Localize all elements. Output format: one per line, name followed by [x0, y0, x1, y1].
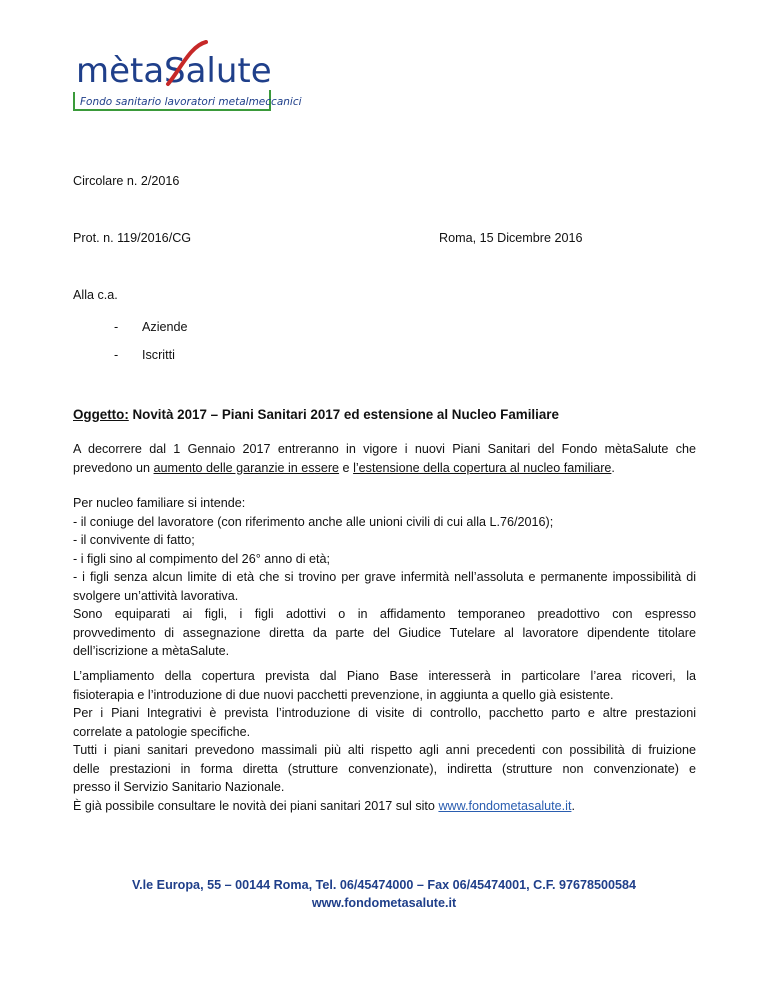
- paragraph-line: svolgere un’attività lavorativa.: [73, 588, 239, 603]
- text-run: prevedono un: [73, 460, 154, 475]
- paragraph-line: - il coniuge del lavoratore (con riferimento anche alle unioni civili di cui alla L.76/2016);: [73, 514, 554, 529]
- paragraph-line: dell’iscrizione a mètaSalute.: [73, 644, 230, 658]
- text-run: È già possibile consultare le novità dei piani sanitari 2017 sul sito: [73, 798, 439, 813]
- underlined-text: l’estensione della copertura al nucleo familiare: [353, 460, 612, 475]
- paragraph-line: Per i Piani Integrativi è prevista l’introduzione di visite di controllo, pacchetto parto e altre prestazioni: [73, 706, 696, 720]
- footer: [0, 876, 768, 912]
- protocol-number: Prot. n. 119/2016/CG: [73, 231, 192, 245]
- text-run: e: [339, 460, 354, 475]
- footer-website: www.fondometasalute.it: [311, 896, 457, 910]
- subject-label: Oggetto:: [73, 407, 129, 422]
- underlined-text: aumento delle garanzie in essere: [153, 460, 340, 475]
- place-date: Roma, 15 Dicembre 2016: [439, 231, 583, 245]
- paragraph-line: Per nucleo familiare si intende:: [73, 496, 246, 510]
- paragraph-line: fisioterapia e l’introduzione di due nuovi pacchetti prevenzione, in aggiunta a quello già esistente.: [73, 687, 614, 702]
- footer-address: V.le Europa, 55 – 00144 Roma, Tel. 06/45474000 – Fax 06/45474001, C.F. 97678500584: [131, 878, 637, 892]
- paragraph-line: presso il Servizio Sanitario Nazionale.: [73, 780, 285, 794]
- paragraph-line: - i figli sino al compimento del 26° anno di età;: [73, 551, 331, 566]
- text-run: .: [571, 798, 575, 813]
- paragraph-piani: [73, 667, 696, 815]
- logo-tagline: Fondo sanitario lavoratori metalmeccanici: [80, 96, 302, 108]
- paragraph-intro: [73, 440, 696, 477]
- subject-line: [73, 406, 559, 424]
- paragraph-nucleo-familiare: [73, 494, 696, 661]
- recipient-dash: -: [114, 348, 119, 362]
- paragraph-line: - il convivente di fatto;: [73, 533, 195, 547]
- paragraph-line: - i figli senza alcun limite di età che si trovino per grave infermità nell’assoluta e permanente impossibilità di: [73, 570, 696, 584]
- text-run: .: [611, 460, 615, 475]
- logo-brand-right: Salute: [164, 51, 272, 91]
- paragraph-line: A decorrere dal 1 Gennaio 2017 entreranno in vigore i nuovi Piani Sanitari del Fondo mètaSalute che: [73, 442, 696, 456]
- metasalute-logo: [72, 40, 302, 116]
- subject-text: Novità 2017 – Piani Sanitari 2017 ed estensione al Nucleo Familiare: [128, 407, 559, 422]
- paragraph-line: Sono equiparati ai figli, i figli adottivi o in affidamento temporaneo preadottivo con espresso: [73, 607, 696, 621]
- paragraph-line: [73, 797, 696, 816]
- paragraph-line: L’ampliamento della copertura prevista dal Piano Base interesserà in particolare l’area ricoveri, la: [73, 669, 696, 683]
- recipient-dash: -: [114, 320, 119, 334]
- recipient-iscritti: Iscritti: [142, 348, 175, 362]
- paragraph-line: correlate a patologie specifiche.: [73, 724, 251, 739]
- paragraph-line: provvedimento di assegnazione diretta da parte del Giudice Tutelare al lavoratore dipendente titolare: [73, 625, 696, 640]
- circolare-number: Circolare n. 2/2016: [73, 174, 180, 188]
- paragraph-line: delle prestazioni in forma diretta (strutture convenzionate), indiretta (strutture non convenzionate) e: [73, 761, 696, 776]
- alla-ca: Alla c.a.: [73, 288, 118, 302]
- recipient-aziende: Aziende: [142, 320, 188, 334]
- paragraph-line: [73, 459, 696, 478]
- logo-brand-left: mèta: [76, 51, 165, 91]
- paragraph-line: Tutti i piani sanitari prevedono massimali più alti rispetto agli anni precedenti con possibilità di fruizione: [73, 743, 696, 757]
- website-link[interactable]: www.fondometasalute.it: [438, 798, 572, 813]
